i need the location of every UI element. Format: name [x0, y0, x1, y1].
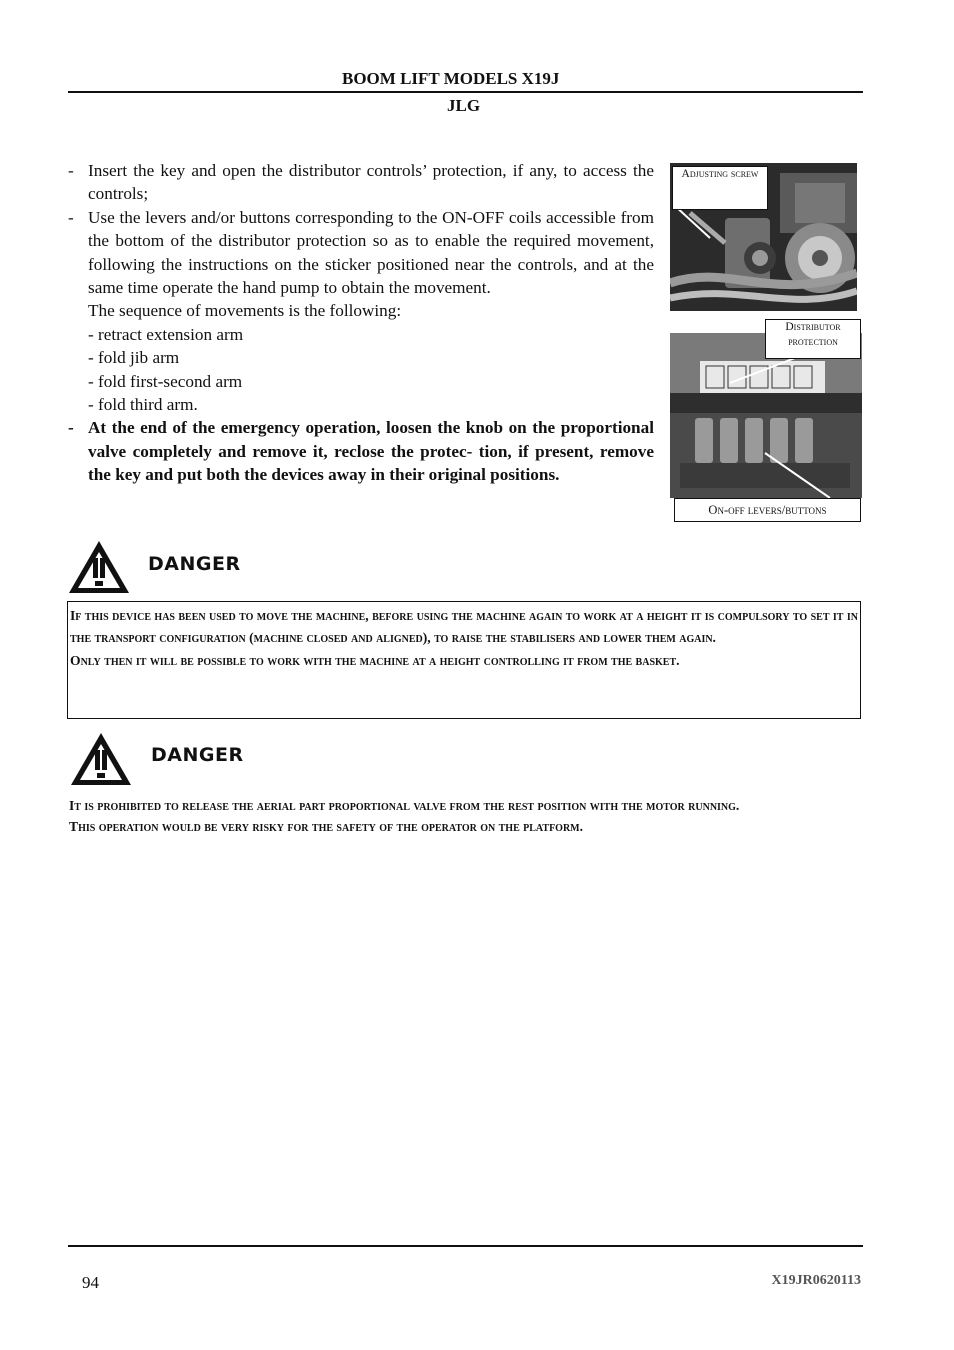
step-text: Insert the key and open the distributor controls’ protection, if any, to access the controls; [88, 161, 654, 204]
page-number: 94 [82, 1273, 99, 1292]
warning-text: If this device has been used to move the machine, before using the machine again to work at a height it is compulsory to set it in the transport configuration (machine closed and aligned), to raise the stabilisers and lower them again. [70, 608, 858, 646]
step-item [68, 206, 654, 300]
danger-label: DANGER [151, 744, 244, 766]
sequence-intro: The sequence of movements is the following: [88, 301, 402, 321]
warning-triangle-icon [67, 538, 131, 596]
step-item [68, 159, 654, 206]
danger-warning-box [67, 601, 861, 719]
step-dash: - [68, 207, 74, 227]
step-dash: - [68, 418, 74, 438]
onoff-levers-callout: On-off levers/buttons [674, 498, 861, 522]
warning-text: It is prohibited to release the aerial part proportional valve from the rest position with the motor running. [69, 798, 740, 813]
procedure-steps [68, 159, 654, 487]
warning-text: Only then it will be possible to work with the machine at a height controlling it from the basket. [70, 652, 680, 668]
distributor-protection-callout: Distributor protection [765, 319, 861, 359]
sequence-item: - fold third arm. [88, 395, 198, 415]
warning-text: This operation would be very risky for the safety of the operator on the platform. [69, 818, 584, 834]
sequence-item: - fold first-second arm [88, 371, 243, 391]
step-dash: - [68, 161, 74, 180]
document-id: X19JR0620113 [771, 1273, 861, 1288]
step-text: At the end of the emergency operation, loosen the knob on the proportional valve completely and remove it, reclose the protec- tion, if present, remove the key and put both the devices away in their original positions. [88, 418, 654, 485]
footer-rule [68, 1245, 863, 1247]
sequence-item: - retract extension arm [88, 324, 244, 344]
sequence-item: - fold jib arm [88, 348, 180, 368]
danger-warning-text [69, 796, 859, 837]
adjusting-screw-callout: Adjusting screw [672, 166, 768, 210]
brand-name: JLG [447, 96, 481, 115]
step-text: Use the levers and/or buttons corresponding to the ON-OFF coils accessible from the bottom of the distributor protection so as to enable the required movement, following the instructions on the sticker positioned near the controls, and at the same time operate the hand pump to obtain the movement. [88, 207, 654, 298]
warning-triangle-icon [69, 730, 133, 788]
danger-label: DANGER [148, 553, 241, 575]
document-title: BOOM LIFT MODELS X19J [342, 69, 560, 88]
header-rule [68, 91, 863, 93]
step-item [68, 416, 654, 486]
